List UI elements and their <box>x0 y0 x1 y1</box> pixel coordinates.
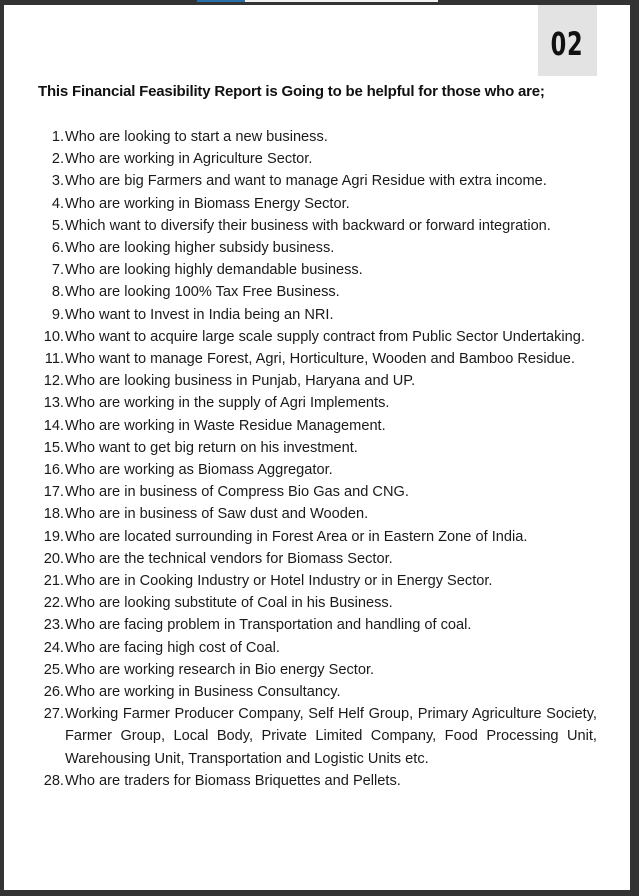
list-item <box>38 170 597 192</box>
list-item-number: 22. <box>43 595 64 612</box>
list-item-number: 26. <box>43 684 64 701</box>
list-item <box>38 370 597 392</box>
list-item-number: 4. <box>51 195 64 212</box>
list-item-number: 16. <box>43 462 64 479</box>
list-item-number: 7. <box>51 262 64 279</box>
list-item-text: Who want to get big return on his investment. <box>65 439 358 456</box>
list-item <box>38 281 597 303</box>
list-item <box>38 304 597 326</box>
list-item-text: Who are looking to start a new business. <box>65 129 328 145</box>
list-item <box>38 659 597 681</box>
list-item-text: Who are in business of Compress Bio Gas and CNG. <box>65 484 409 501</box>
list-item <box>38 770 597 792</box>
list-item-text: Who want to manage Forest, Agri, Horticulture, Wooden and Bamboo Residue. <box>65 351 575 368</box>
list-item-text: Who want to acquire large scale supply contract from Public Sector Undertaking. <box>65 328 585 345</box>
list-item-text: Which want to diversify their business with backward or forward integration. <box>65 217 551 234</box>
page-heading: This Financial Feasibility Report is Going to be helpful for those who are; <box>38 83 545 100</box>
list-item-text: Who are looking higher subsidy business. <box>65 240 335 257</box>
list-item-number: 6. <box>51 240 64 257</box>
list-item-text: Who are looking substitute of Coal in his Business. <box>65 595 393 612</box>
list-item-text: Who want to Invest in India being an NRI. <box>65 306 334 323</box>
page-progress-bar <box>197 0 438 2</box>
list-item-text: Working Farmer Producer Company, Self Helf Group, Primary Agriculture Society, Farmer Group, Local Body, Private Limited Company, Food Processing Unit, Warehousing Unit, Transportation and Logistic Units etc. <box>65 706 597 767</box>
list-item-text: Who are located surrounding in Forest Area or in Eastern Zone of India. <box>65 528 528 545</box>
list-item <box>38 415 597 437</box>
list-item <box>38 459 597 481</box>
list-item <box>38 326 597 348</box>
list-item-number: 27. <box>43 706 64 723</box>
list-item-text: Who are big Farmers and want to manage Agri Residue with extra income. <box>65 173 547 190</box>
list-item-number: 23. <box>43 617 64 634</box>
list-item <box>38 237 597 259</box>
list-item <box>38 259 597 281</box>
list-item-number: 25. <box>43 661 64 678</box>
list-item-text: Who are the technical vendors for Biomass Sector. <box>65 550 393 567</box>
list-item-number: 15. <box>43 439 64 456</box>
list-item-text: Who are working research in Bio energy Sector. <box>65 661 375 678</box>
list-item <box>38 392 597 414</box>
list-item <box>38 148 597 170</box>
list-item-text: Who are working in Agriculture Sector. <box>65 151 313 168</box>
list-item-number: 20. <box>43 550 64 567</box>
list-item-number: 1. <box>51 129 64 145</box>
list-item-text: Who are working in Business Consultancy. <box>65 684 341 701</box>
list-item-text: Who are working in Biomass Energy Sector. <box>65 195 350 212</box>
list-item-number: 21. <box>43 573 64 590</box>
document-page <box>4 5 630 890</box>
list-item-text: Who are working as Biomass Aggregator. <box>65 462 333 479</box>
list-item-text: Who are looking business in Punjab, Haryana and UP. <box>65 373 416 390</box>
list-item <box>38 592 597 614</box>
list-item-text: Who are working in the supply of Agri Implements. <box>65 395 390 412</box>
list-item-text: Who are facing problem in Transportation and handling of coal. <box>65 617 472 634</box>
list-item <box>38 637 597 659</box>
list-item-number: 14. <box>43 417 64 434</box>
list-item-number: 2. <box>51 151 64 168</box>
list-item <box>38 437 597 459</box>
list-item-number: 13. <box>43 395 64 412</box>
list-item-text: Who are facing high cost of Coal. <box>65 639 280 656</box>
page-number: 02 <box>551 24 584 63</box>
list-item <box>38 348 597 370</box>
list-item <box>38 570 597 592</box>
list-item-text: Who are working in Waste Residue Management. <box>65 417 386 434</box>
list-item <box>38 126 597 148</box>
list-item <box>38 703 597 770</box>
list-item <box>38 548 597 570</box>
list-item-number: 8. <box>51 284 64 301</box>
list-item <box>38 503 597 525</box>
list-item <box>38 526 597 548</box>
list-item-number: 28. <box>43 772 64 789</box>
list-item <box>38 193 597 215</box>
audience-list <box>38 126 597 792</box>
list-item-number: 19. <box>43 528 64 545</box>
list-item-number: 3. <box>51 173 64 190</box>
page-progress-fill <box>197 0 245 2</box>
list-item-number: 5. <box>51 217 64 234</box>
list-item <box>38 681 597 703</box>
list-item-text: Who are in business of Saw dust and Wooden. <box>65 506 369 523</box>
list-item <box>38 481 597 503</box>
list-item-text: Who are in Cooking Industry or Hotel Industry or in Energy Sector. <box>65 573 493 590</box>
list-item <box>38 215 597 237</box>
page-number-box <box>538 5 597 76</box>
list-item-number: 9. <box>51 306 64 323</box>
list-item-text: Who are looking highly demandable business. <box>65 262 363 279</box>
list-item-number: 10. <box>43 328 64 345</box>
list-item-number: 17. <box>43 484 64 501</box>
list-item-text: Who are looking 100% Tax Free Business. <box>65 284 340 301</box>
list-item-number: 18. <box>43 506 64 523</box>
list-item <box>38 614 597 636</box>
list-item-number: 12. <box>43 373 64 390</box>
list-item-text: Who are traders for Biomass Briquettes and Pellets. <box>65 772 401 789</box>
list-item-number: 11. <box>44 351 64 368</box>
list-item-number: 24. <box>43 639 64 656</box>
